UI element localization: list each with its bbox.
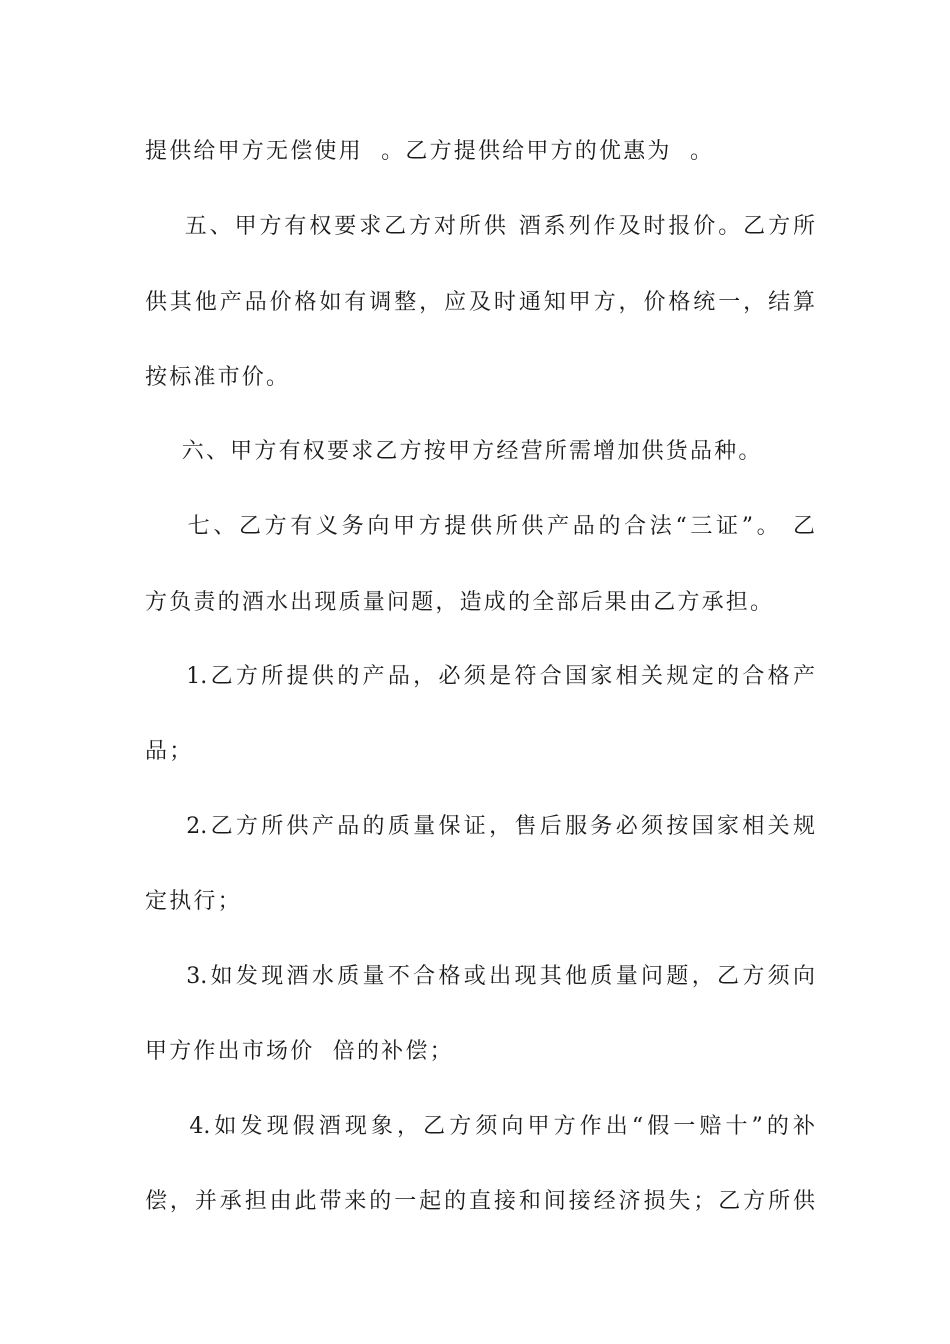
text-line-3: 供其他产品价格如有调整，应及时通知甲方，价格统一，结算: [145, 290, 815, 315]
text-line-13: 甲方作出市场价 倍的补偿；: [145, 1039, 454, 1064]
text-line-11: 定执行；: [145, 889, 242, 914]
text-line-12: 3.如发现酒水质量不合格或出现其他质量问题，乙方须向: [145, 964, 815, 989]
text-line-1: 提供给甲方无偿使用 。乙方提供给甲方的优惠为 。: [145, 139, 715, 164]
text-line-8: 1.乙方所提供的产品，必须是符合国家相关规定的合格产: [145, 664, 815, 689]
text-line-5: 六、甲方有权要求乙方按甲方经营所需增加供货品种。: [145, 439, 763, 464]
text-line-4: 按标准市价。: [145, 365, 291, 390]
text-line-6: 七、乙方有义务向甲方提供所供产品的合法“三证”。 乙: [145, 514, 815, 539]
text-line-9: 品；: [145, 739, 194, 764]
text-line-14: 4.如发现假酒现象，乙方须向甲方作出“假一赔十”的补: [145, 1114, 815, 1139]
text-line-10: 2.乙方所供产品的质量保证，售后服务必须按国家相关规: [145, 814, 815, 839]
text-line-2: 五、甲方有权要求乙方对所供 酒系列作及时报价。乙方所: [145, 214, 815, 239]
text-line-15: 偿，并承担由此带来的一起的直接和间接经济损失；乙方所供: [145, 1189, 815, 1214]
text-line-7: 方负责的酒水出现质量问题，造成的全部后果由乙方承担。: [145, 590, 775, 615]
